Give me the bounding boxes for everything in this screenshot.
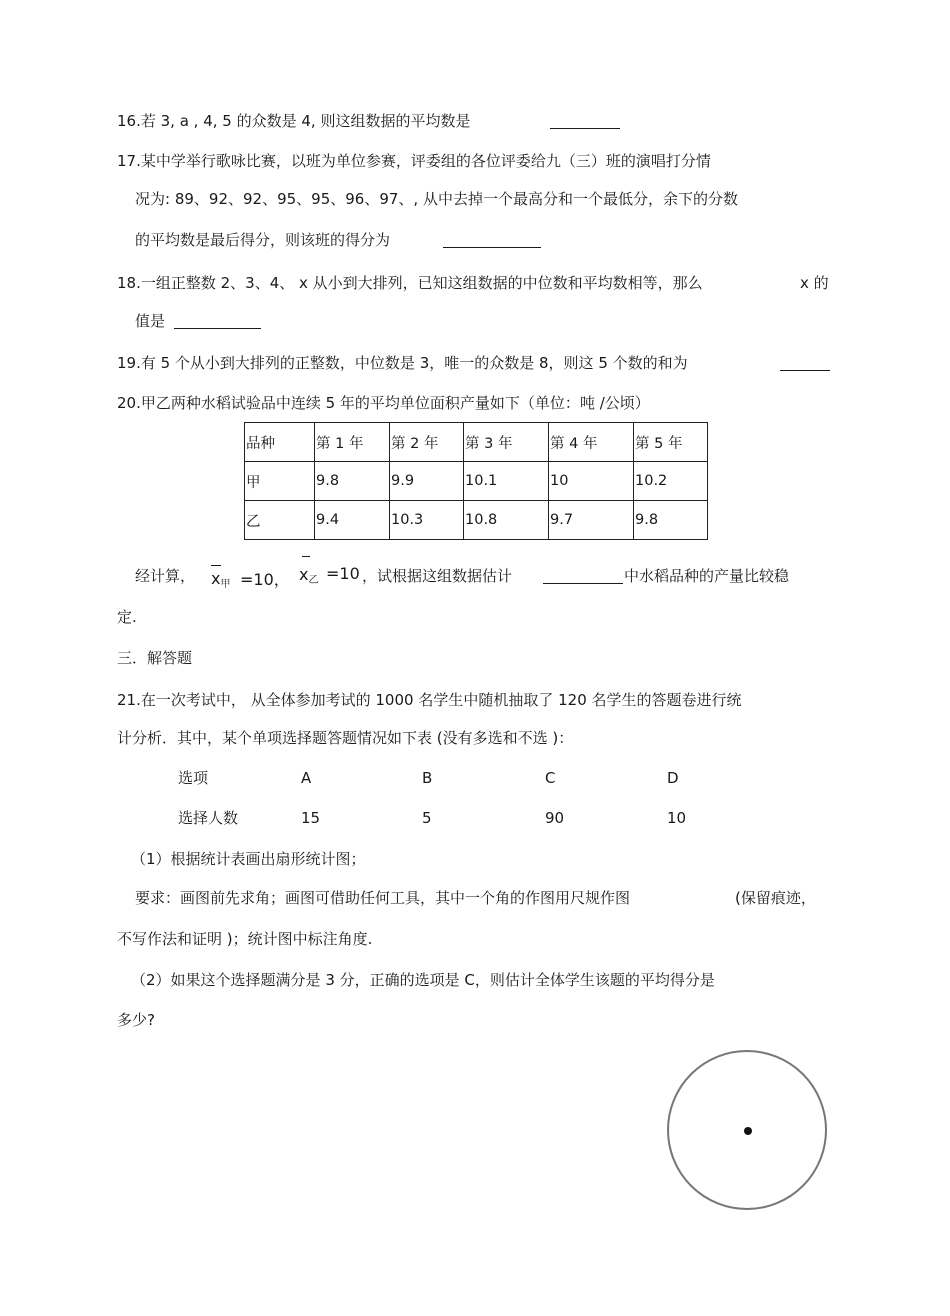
table-cell: 10 — [549, 462, 634, 501]
mean-bar-jia — [211, 565, 221, 566]
table-cell: 9.4 — [315, 501, 390, 540]
table-cell: 甲 — [245, 462, 315, 501]
count-a: 15 — [301, 809, 321, 827]
mean-bar-yi — [302, 556, 310, 557]
table-header-cell: 第 1 年 — [315, 423, 390, 462]
question-17-line-2: 况为: 89、92、92、95、95、96、97、, 从中去掉一个最高分和一个最低分，余下的分数 — [135, 190, 738, 208]
subscript-jia: 甲 — [220, 579, 231, 590]
count-b: 5 — [422, 809, 432, 827]
answer-blank-16[interactable] — [550, 128, 620, 129]
table-row-jia — [245, 462, 708, 501]
question-21-line-1: 21.在一次考试中， 从全体参加考试的 1000 名学生中随机抽取了 120 名学生的答题卷进行统 — [117, 691, 742, 709]
answer-blank-20[interactable] — [543, 583, 623, 584]
question-17-line-3: 的平均数是最后得分，则该班的得分为 — [135, 231, 391, 249]
option-c: C — [545, 769, 556, 787]
table-cell: 9.7 — [549, 501, 634, 540]
table-cell: 9.9 — [390, 462, 464, 501]
count-c: 90 — [545, 809, 565, 827]
calc-end: 定. — [117, 608, 137, 626]
table-header-row — [245, 423, 708, 462]
calc-suffix: ，试根据这组数据估计 — [362, 567, 513, 585]
section-title: 三．解答题 — [117, 649, 193, 667]
table-cell: 10.8 — [464, 501, 549, 540]
question-20-intro: 20.甲乙两种水稻试验品中连续 5 年的平均单位面积产量如下（单位：吨 /公顷） — [117, 394, 650, 412]
mean-equals-yi: =10 — [326, 564, 360, 583]
table-header-cell: 第 2 年 — [390, 423, 464, 462]
table-cell: 9.8 — [634, 501, 708, 540]
question-17-line-1: 17.某中学举行歌咏比赛，以班为单位参赛，评委组的各位评委给九（三）班的演唱打分情 — [117, 152, 711, 170]
part-1: （1）根据统计表画出扇形统计图； — [131, 850, 366, 868]
table-header-cell: 第 4 年 — [549, 423, 634, 462]
calc-tail: 中水稻品种的产量比较稳 — [624, 567, 790, 585]
table-header-cell: 第 5 年 — [634, 423, 708, 462]
table-header-cell: 第 3 年 — [464, 423, 549, 462]
table-cell: 10.3 — [390, 501, 464, 540]
mean-x-yi: x乙 — [299, 565, 319, 586]
option-d: D — [667, 769, 679, 787]
mean-equals-jia: =10， — [240, 570, 290, 589]
question-19-text: 19.有 5 个从小到大排列的正整数，中位数是 3，唯一的众数是 8，则这 5 个数的和为 — [117, 354, 688, 372]
option-a: A — [301, 769, 312, 787]
requirement-line-1-tail: (保留痕迹， — [735, 889, 816, 907]
question-16-text: 16.若 3, a , 4, 5 的众数是 4, 则这组数据的平均数是 — [117, 112, 471, 130]
part-2-end: 多少? — [117, 1011, 155, 1029]
requirement-line-2: 不写作法和证明 )；统计图中标注角度. — [117, 930, 373, 948]
option-b: B — [422, 769, 433, 787]
table-cell: 9.8 — [315, 462, 390, 501]
question-18-line-1-tail: x 的 — [800, 274, 829, 292]
answer-blank-19[interactable] — [780, 370, 830, 371]
answer-blank-17[interactable] — [443, 247, 541, 248]
table-cell: 乙 — [245, 501, 315, 540]
calc-prefix: 经计算， — [135, 567, 196, 585]
subscript-yi: 乙 — [308, 575, 319, 586]
circle-center-point — [744, 1127, 752, 1135]
table-header-cell: 品种 — [245, 423, 315, 462]
options-label: 选项 — [178, 769, 209, 787]
requirement-line-1: 要求：画图前先求角；画图可借助任何工具，其中一个角的作图用尺规作图 — [135, 889, 631, 907]
count-label: 选择人数 — [178, 809, 239, 827]
mean-x-jia: x甲 — [211, 569, 231, 590]
question-21-line-2: 计分析．其中，某个单项选择题答题情况如下表 (没有多选和不选 )： — [117, 729, 574, 747]
table-row-yi — [245, 501, 708, 540]
answer-blank-18[interactable] — [174, 328, 261, 329]
part-2: （2）如果这个选择题满分是 3 分，正确的选项是 C，则估计全体学生该题的平均得分是 — [131, 971, 715, 989]
question-18-line-2: 值是 — [135, 312, 166, 330]
yield-table — [244, 422, 708, 540]
table-cell: 10.2 — [634, 462, 708, 501]
table-cell: 10.1 — [464, 462, 549, 501]
count-d: 10 — [667, 809, 687, 827]
question-18-line-1: 18.一组正整数 2、3、4、 x 从小到大排列，已知这组数据的中位数和平均数相等，那么 — [117, 274, 703, 292]
